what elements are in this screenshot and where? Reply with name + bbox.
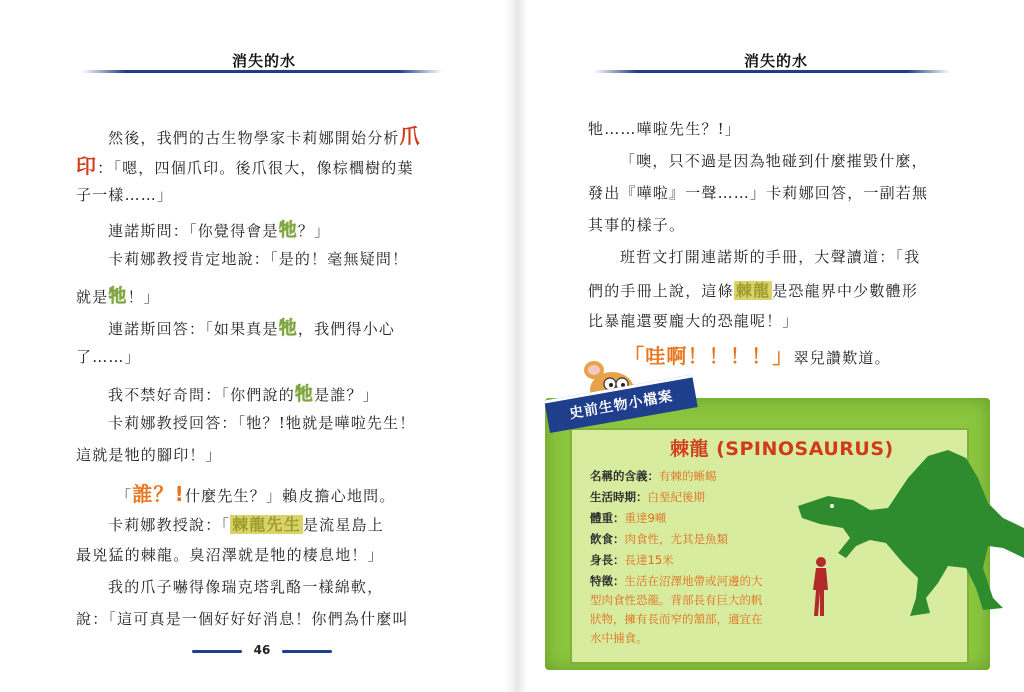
- fact-row: 型肉食性恐龍。背部長有巨大的帆: [590, 593, 763, 607]
- highlight-word: 誰？!: [132, 482, 185, 506]
- text-line: 最兇猛的棘龍。臭沼澤就是牠的棲息地！」: [76, 546, 384, 564]
- text-line: 們的手冊上說，這條 棘龍 是恐龍界中少數體形: [588, 281, 919, 300]
- page-number-text: 46: [253, 643, 271, 657]
- fact-row: 飲食：肉食性，尤其是魚類: [590, 532, 728, 546]
- fact-row: 狀物，擁有長而窄的頷部，適宜在: [590, 612, 763, 626]
- text-line: 其事的樣子。: [588, 216, 686, 234]
- text-line: 「噢，只不過是因為牠碰到什麼摧毀什麼，: [620, 152, 928, 170]
- text-line: 卡莉娜教授回答：「牠？!牠就是嘩啦先生！: [108, 414, 416, 432]
- fact-row: 水中捕食。: [590, 631, 648, 645]
- text-line: 牠……嘩啦先生？!」: [588, 120, 742, 138]
- text-line: 我的爪子嚇得像瑞克塔乳酪一樣綿軟，: [108, 578, 384, 596]
- fact-row: 特徵：生活在沼澤地帶或河邊的大: [590, 574, 763, 588]
- fact-row: 體重：重達9噸: [590, 511, 667, 525]
- text-line: 我不禁好奇問：「你們說的牠是誰？」: [108, 384, 379, 405]
- text-line: 然後，我們的古生物學家卡莉娜開始分析爪: [108, 124, 421, 148]
- text-line: 印：「嗯，四個爪印。後爪很大，像棕櫚樹的葉: [76, 154, 414, 178]
- folio-rule-right: [282, 650, 332, 653]
- text-line: 連諾斯回答：「如果真是牠，我們得小心: [108, 318, 396, 339]
- highlight-word: 爪: [399, 124, 421, 148]
- text-line: 「哇啊！！！！」翠兒讚歎道。: [624, 344, 891, 368]
- text-line: 「誰？!什麼先生？」賴皮擔心地問。: [116, 482, 396, 506]
- fact-row: 生活時期：白堊紀後期: [590, 490, 705, 504]
- highlight-word: 牠: [294, 384, 315, 405]
- text-line: 這就是牠的腳印！」: [76, 446, 222, 464]
- text-line: 發出『嘩啦』一聲……」卡莉娜回答，一副若無: [588, 184, 929, 202]
- highlight-word: 棘龍: [735, 281, 771, 300]
- highlight-word: 棘龍先生: [232, 515, 301, 534]
- left-running-title: 消失的水: [232, 52, 297, 70]
- highlight-word: 「哇啊！！！！」: [624, 344, 794, 368]
- human-scale-figure: [810, 556, 832, 618]
- text-line: 班哲文打開連諾斯的手冊，大聲讀道：「我: [620, 248, 921, 266]
- text-line: 就是牠！」: [76, 286, 161, 307]
- right-title-rule: [594, 70, 950, 73]
- left-title-rule: [82, 70, 442, 73]
- fact-row: 名稱的含義：有棘的蜥蜴: [590, 469, 717, 483]
- book-gutter: [505, 0, 527, 692]
- text-line: 說：「這可真是一個好好好消息！你們為什麼叫: [76, 610, 409, 628]
- info-box-tag: 史前生物小檔案: [544, 374, 697, 433]
- highlight-word: 牠: [278, 318, 298, 339]
- highlight-word: 印: [76, 154, 98, 178]
- info-box-title: 棘龍 (SPINOSAURUS): [670, 438, 894, 460]
- text-line: 連諾斯問：「你覺得會是牠？」: [108, 220, 331, 241]
- right-running-title: 消失的水: [744, 52, 809, 70]
- highlight-word: 牠: [278, 220, 298, 241]
- page-number: [192, 643, 332, 659]
- fact-row: 身長：長達15米: [590, 553, 674, 567]
- text-line: 卡莉娜教授肯定地說：「是的！毫無疑問！: [108, 250, 409, 268]
- folio-rule-left: [192, 650, 242, 653]
- text-line: 比暴龍還要龐大的恐龍呢！」: [588, 312, 799, 330]
- text-line: 卡莉娜教授說：「 棘龍先生 是流星島上: [108, 515, 384, 534]
- text-line: 了……」: [76, 348, 141, 366]
- text-line: 子一樣……」: [76, 186, 174, 204]
- highlight-word: 牠: [108, 286, 128, 307]
